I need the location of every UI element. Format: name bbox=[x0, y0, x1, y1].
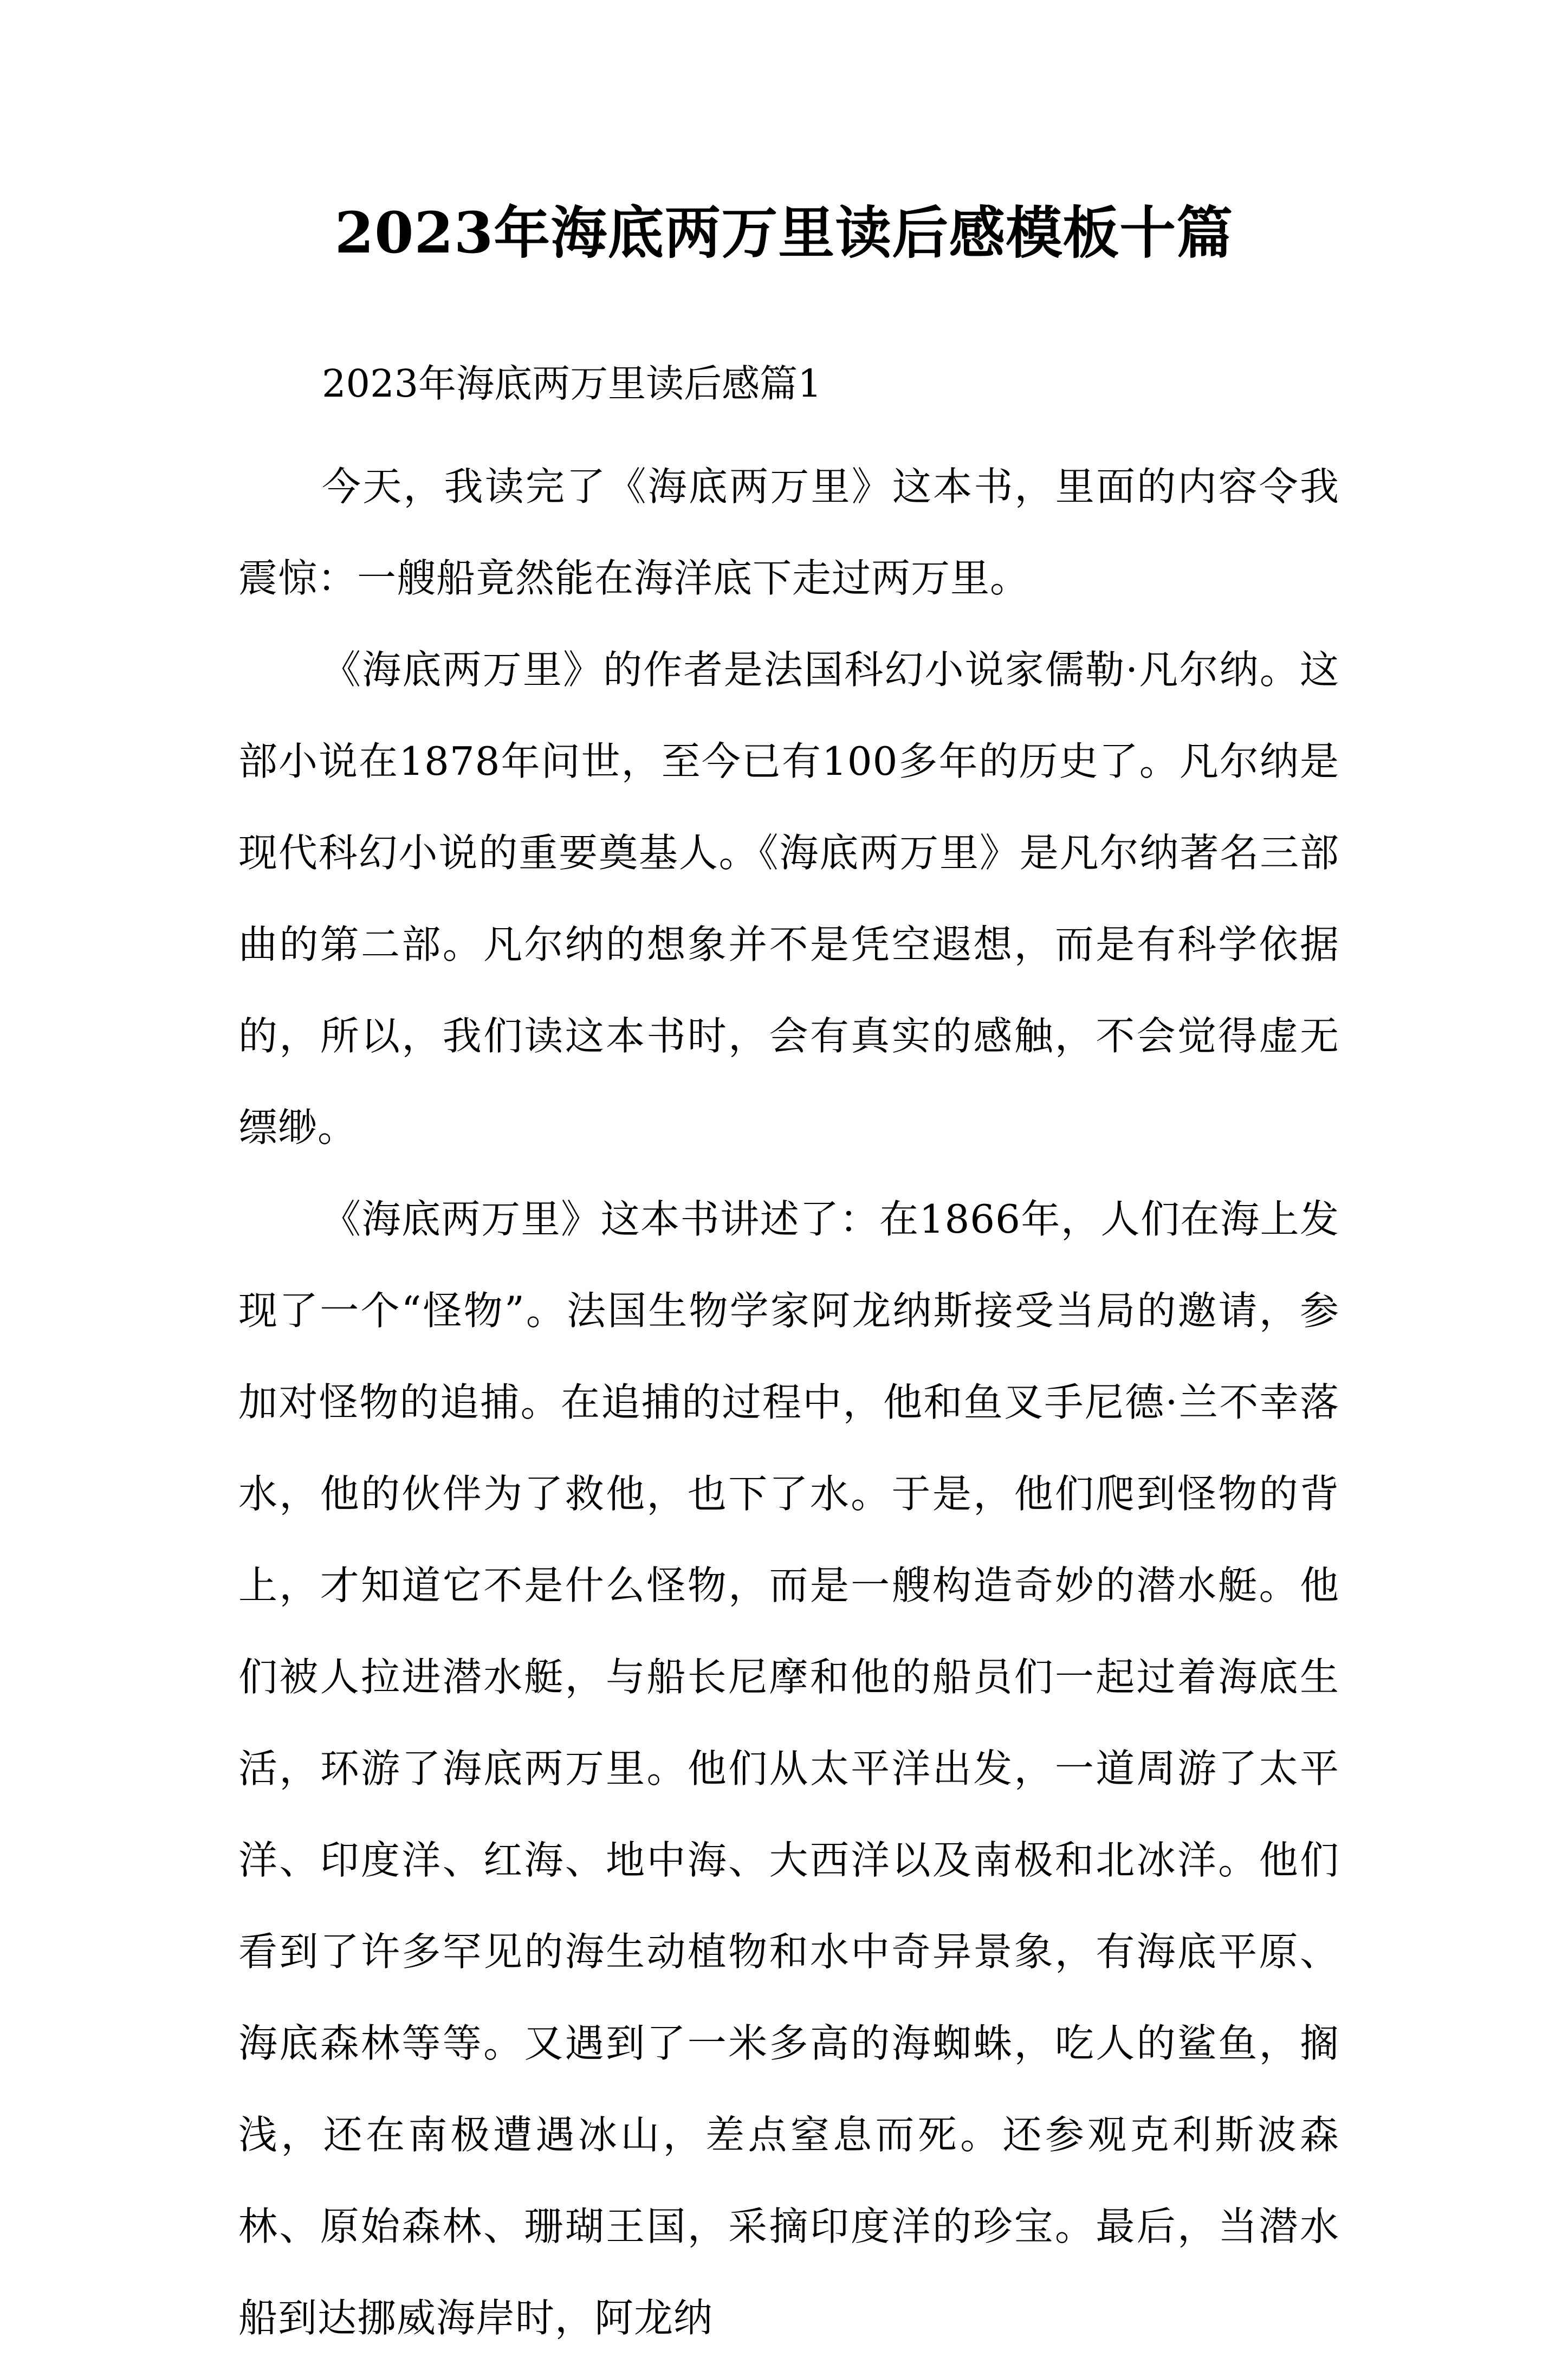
document-title: 2023年海底两万里读后感模板十篇 bbox=[334, 199, 1234, 266]
paragraph-summary: 《海底两万里》这本书讲述了：在1866年，人们在海上发现了一个“怪物”。法国生物学家阿龙纳斯接受当局的邀请，参加对怪物的追捕。在追捕的过程中，他和鱼叉手尼德·兰不幸落水，他的伙伴为了救他，也下了水。于是，他们爬到怪物的背上，才知道它不是什么怪物，而是一艘构造奇妙的潜水艇。他们被人拉进潜水艇，与船长尼摩和他的船员们一起过着海底生活，环游了海底两万里。他们从太平洋出发，一道周游了太平洋、印度洋、红海、地中海、大西洋以及南极和北冰洋。他们看到了许多罕见的海生动植物和水中奇异景象，有海底平原、海底森林等等。又遇到了一米多高的海蜘蛛，吃人的鲨鱼，搁浅，还在南极遭遇冰山，差点窒息而死。还参观克利斯波森林、原始森林、珊瑚王国，采摘印度洋的珍宝。最后，当潜水船到达挪威海岸时，阿龙纳 bbox=[238, 1196, 1339, 2341]
paragraph-intro: 今天，我读完了《海底两万里》这本书，里面的内容令我震惊：一艘船竟然能在海洋底下走过两万里。 bbox=[238, 464, 1339, 601]
document-body bbox=[238, 441, 1339, 2364]
section-heading: 2023年海底两万里读后感篇1 bbox=[322, 361, 822, 406]
paragraph-author: 《海底两万里》的作者是法国科幻小说家儒勒·凡尔纳。这部小说在1878年问世，至今已有100多年的历史了。凡尔纳是现代科幻小说的重要奠基人。《海底两万里》是凡尔纳著名三部曲的第二部。凡尔纳的想象并不是凭空遐想，而是有科学依据的，所以，我们读这本书时，会有真实的感触，不会觉得虚无缥缈。 bbox=[238, 647, 1339, 1150]
